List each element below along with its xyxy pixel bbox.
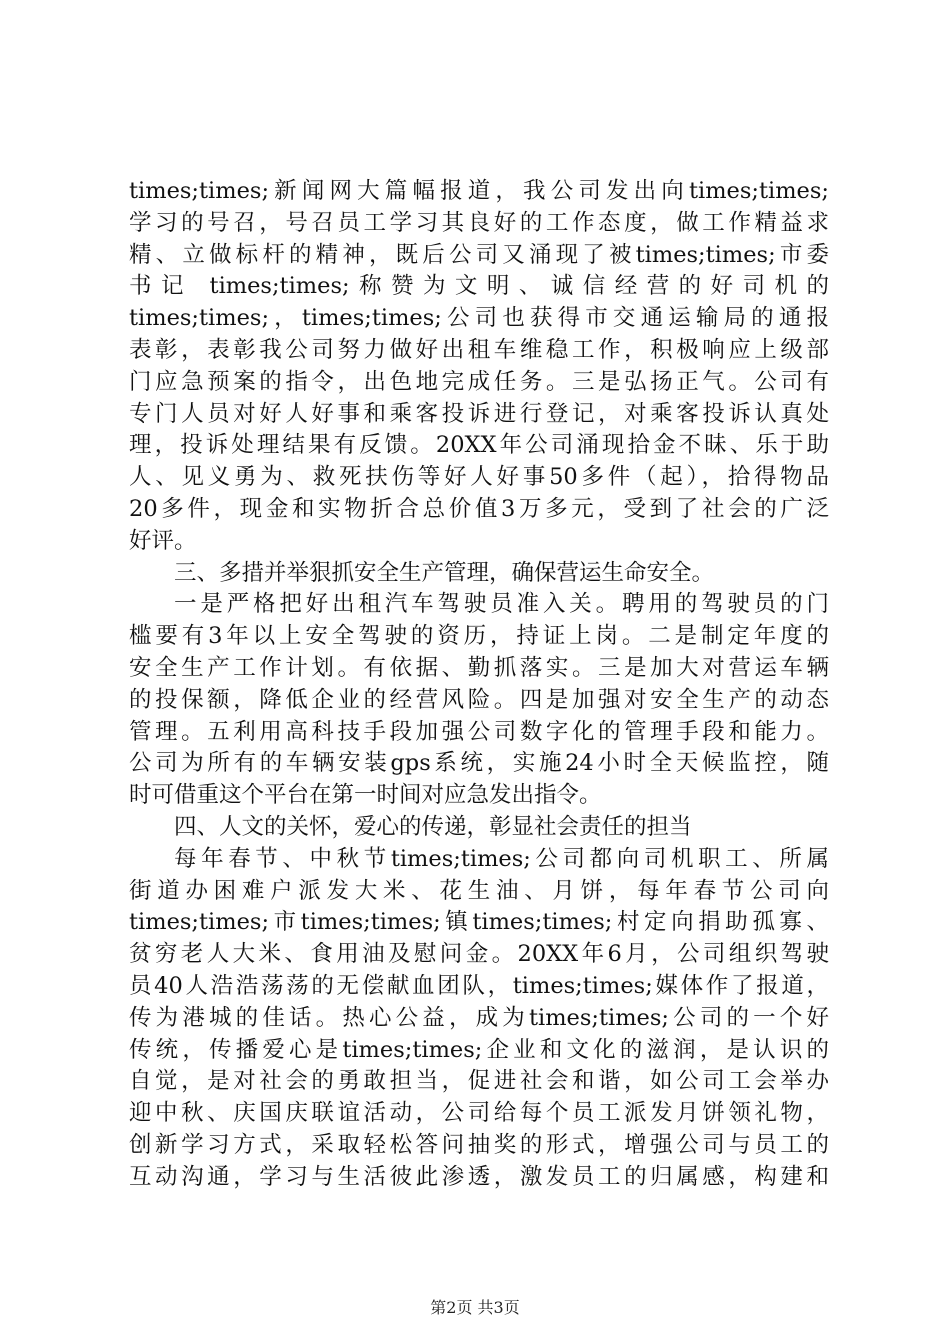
text-line: 员40人浩浩荡荡的无偿献血团队，times;times;媒体作了报道， [129,972,829,999]
text-line: 理，投诉处理结果有反馈。20XX年公司涌现拾金不昧、乐于助 [129,432,829,459]
text-line: 一是严格把好出租汽车驾驶员准入关。聘用的驾驶员的门 [174,591,829,618]
document-body [129,176,829,1194]
text-line: 门应急预案的指令，出色地完成任务。三是弘扬正气。公司有 [129,368,829,395]
text-line: 三、多措并举狠抓安全生产管理，确保营运生命安全。 [174,559,715,586]
text-line: 贫穷老人大米、食用油及慰问金。20XX年6月，公司组织驾驶 [129,941,829,968]
text-line: 时可借重这个平台在第一时间对应急发出指令。 [129,782,602,809]
text-line: 互动沟通，学习与生活彼此渗透，激发员工的归属感，构建和 [129,1163,829,1190]
text-line: 安全生产工作计划。有依据、勤抓落实。三是加大对营运车辆 [129,654,829,681]
text-line: 传统，传播爱心是times;times;企业和文化的滋润，是认识的 [129,1036,829,1063]
text-line: 公司为所有的车辆安装gps系统，实施24小时全天候监控，随 [129,750,829,777]
text-line: 好评。 [129,527,197,554]
text-line: times;times;新闻网大篇幅报道，我公司发出向times;times; [129,178,829,204]
text-line: 表彰，表彰我公司努力做好出租车维稳工作，积极响应上级部 [129,336,829,363]
text-line: times;times;市times;times;镇times;times;村定向捐助孤寡、 [129,909,829,936]
text-line: 人、见义勇为、救死扶伤等好人好事50多件（起），拾得物品 [129,464,829,491]
text-line: 专门人员对好人好事和乘客投诉进行登记，对乘客投诉认真处 [129,400,829,427]
text-line: 学习的号召，号召员工学习其良好的工作态度，做工作精益求 [129,209,829,236]
text-line: 四、人文的关怀，爱心的传递，彰显社会责任的担当 [174,813,692,840]
text-line: 精、立做标杆的精神，既后公司又涌现了被times;times;市委 [129,241,829,268]
page-footer: 第2页 共3页 [430,1298,520,1317]
text-line: 传为港城的佳话。热心公益，成为times;times;公司的一个好 [129,1004,829,1031]
text-line: 创新学习方式，采取轻松答问抽奖的形式，增强公司与员工的 [129,1131,829,1158]
text-line: 自觉，是对社会的勇敢担当，促进社会和谐，如公司工会举办 [129,1068,829,1095]
text-line: times;times;，times;times;公司也获得市交通运输局的通报 [129,305,829,332]
text-line: 每年春节、中秋节times;times;公司都向司机职工、所属 [174,845,829,872]
text-line: 管理。五利用高科技手段加强公司数字化的管理手段和能力。 [129,718,829,745]
text-line: 迎中秋、庆国庆联谊活动，公司给每个员工派发月饼领礼物， [129,1100,829,1127]
text-line: 20多件，现金和实物折合总价值3万多元，受到了社会的广泛 [129,495,829,522]
text-line: 街道办困难户派发大米、花生油、月饼，每年春节公司向 [129,877,829,904]
text-line: 槛要有3年以上安全驾驶的资历，持证上岗。二是制定年度的 [129,623,829,650]
text-line: 的投保额，降低企业的经营风险。四是加强对安全生产的动态 [129,686,829,713]
text-line: 书记 times;times;称赞为文明、诚信经营的好司机的 [129,273,829,300]
